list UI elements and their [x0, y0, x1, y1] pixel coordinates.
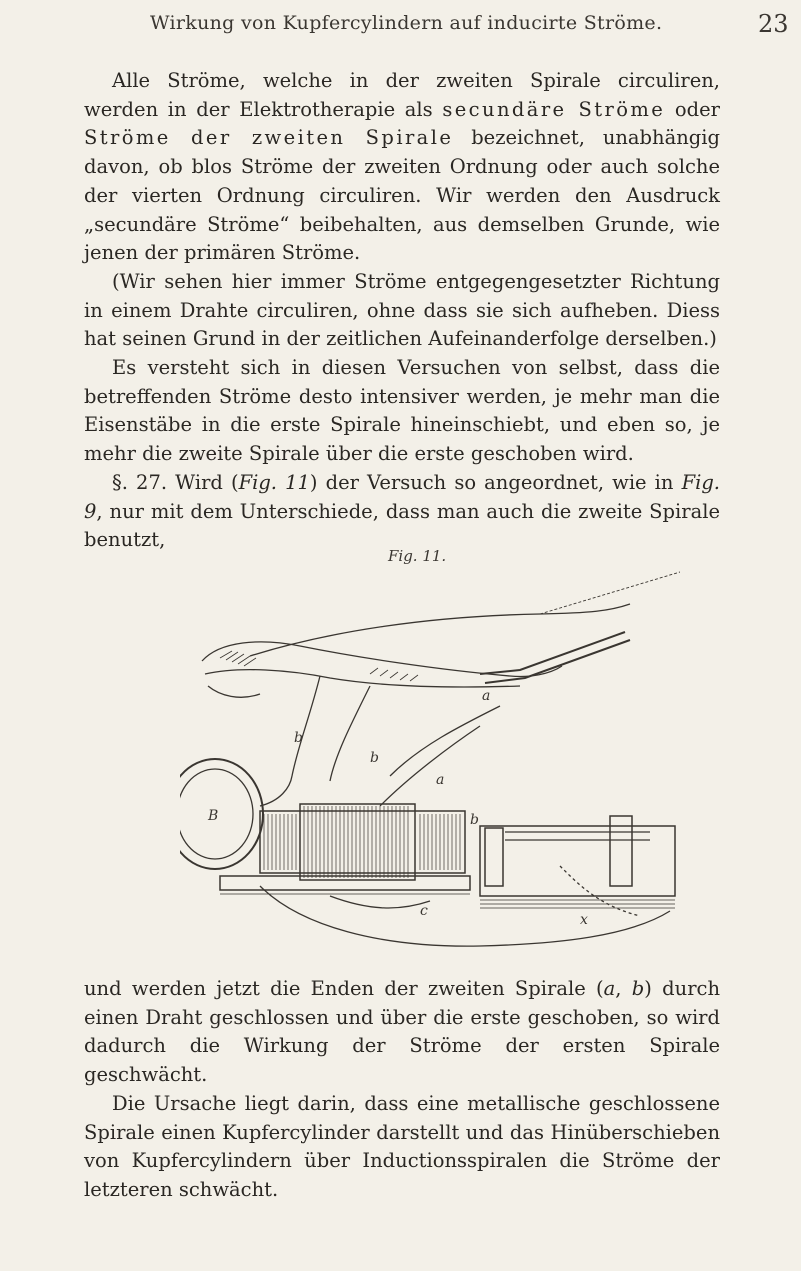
text-run: , nur mit dem Unterschiede, dass man auch die zweite Spirale benutzt,	[84, 499, 720, 552]
label-ref-a: a	[603, 977, 616, 1000]
page-number: 23	[758, 10, 789, 38]
label-b-coil: b	[470, 812, 479, 828]
running-head: Wirkung von Kupfercylindern auf inducirte Ströme.	[150, 12, 663, 34]
paragraph-cause: Die Ursache liegt darin, dass eine metallische geschlossene Spirale einen Kupfercylinder darstellt und das Hinüberschieben von Kupfercylindern über Inductionsspiralen die Ströme der letzteren schwächt.	[84, 1091, 720, 1201]
text-run: und werden jetzt die Enden der zweiten Spirale (	[84, 977, 604, 1000]
paragraph-opposite-directions: (Wir sehen hier immer Ströme entgegengesetzter Richtung in einem Drahte circuliren, ohne dass sie sich aufheben. Diess hat seinen Grund in der zeitlichen Aufeinanderfolge derselben.)	[84, 269, 720, 351]
lower-wire	[260, 886, 670, 946]
label-B: B	[208, 808, 219, 824]
wire-end-top	[540, 566, 680, 614]
wire-secondary	[390, 706, 500, 776]
upper-wire	[250, 604, 630, 656]
fig-reference-11: Fig. 11	[238, 470, 310, 494]
interrupter-base	[480, 826, 675, 896]
emphasis-zweite-spirale: Ströme der zweiten Spirale	[84, 126, 454, 150]
figure-11-engraving	[180, 566, 680, 966]
wire-secondary-2	[380, 726, 480, 806]
page-header	[0, 12, 801, 42]
interrupter-spring	[505, 832, 650, 840]
upper-text-block	[84, 67, 720, 555]
text-run: oder	[665, 97, 720, 121]
label-c: c	[420, 903, 428, 919]
wire-c	[330, 896, 430, 908]
coil-base	[220, 876, 470, 890]
coil-primary	[260, 811, 465, 873]
paragraph-secondary-currents	[84, 67, 720, 268]
text-run: §. 27. Wird (	[112, 470, 239, 494]
paragraph-closing-spiral	[84, 975, 720, 1090]
wire-a	[292, 676, 320, 776]
base-hatching	[220, 890, 675, 908]
label-a-mid: a	[436, 772, 445, 788]
lower-text-block	[84, 975, 720, 1205]
paragraph-intensity: Es versteht sich in diesen Versuchen von selbst, dass die betreffenden Ströme desto intensiver werden, je mehr man die Eisenstäbe in die erste Spirale hineinschiebt, und eben so, je mehr die zweite Spirale über die erste geschoben wird.	[84, 356, 720, 466]
text-run: Alle Ströme, welche in der zweiten Spirale circuliren, werden in der Elektrotherapie als	[84, 69, 720, 121]
coil-windings	[264, 806, 460, 878]
wire-b	[330, 686, 370, 781]
text-run: ,	[615, 977, 632, 1000]
emphasis-secundaere: secundäre Ströme	[442, 97, 666, 121]
label-b-top: b	[294, 730, 303, 746]
label-a-top: a	[482, 688, 491, 704]
ring-b-lead	[260, 776, 292, 806]
thumb-outline	[208, 686, 260, 697]
dotted-wire-x	[560, 866, 640, 916]
text-run: bezeichnet, unabhängig davon, ob blos Ströme der zweiten Ordnung oder auch solche der vierten Ordnung circuliren. Wir werden den Ausdruck „secundäre Ströme“ beibehalten, aus demselben Grunde, wie jenen der primären Ströme.	[84, 126, 720, 265]
paragraph-section-27	[84, 469, 720, 555]
coil-secondary	[300, 804, 415, 880]
text-run: ) durch einen Draht geschlossen und über die erste geschoben, so wird dadurch die Wirkung der Ströme der ersten Spirale geschwächt.	[84, 977, 721, 1087]
interrupter-post-left	[485, 828, 503, 886]
ring-b-outer	[180, 759, 263, 869]
cylinder-handle-lower	[485, 640, 630, 683]
label-x: x	[580, 912, 588, 928]
label-b-mid: b	[370, 750, 379, 766]
fig-reference-9: Fig. 9	[84, 470, 721, 523]
text-run: ) der Versuch so angeordnet, wie in	[309, 470, 682, 494]
label-ref-b: b	[631, 977, 645, 1000]
figure-caption: Fig. 11.	[388, 547, 447, 565]
